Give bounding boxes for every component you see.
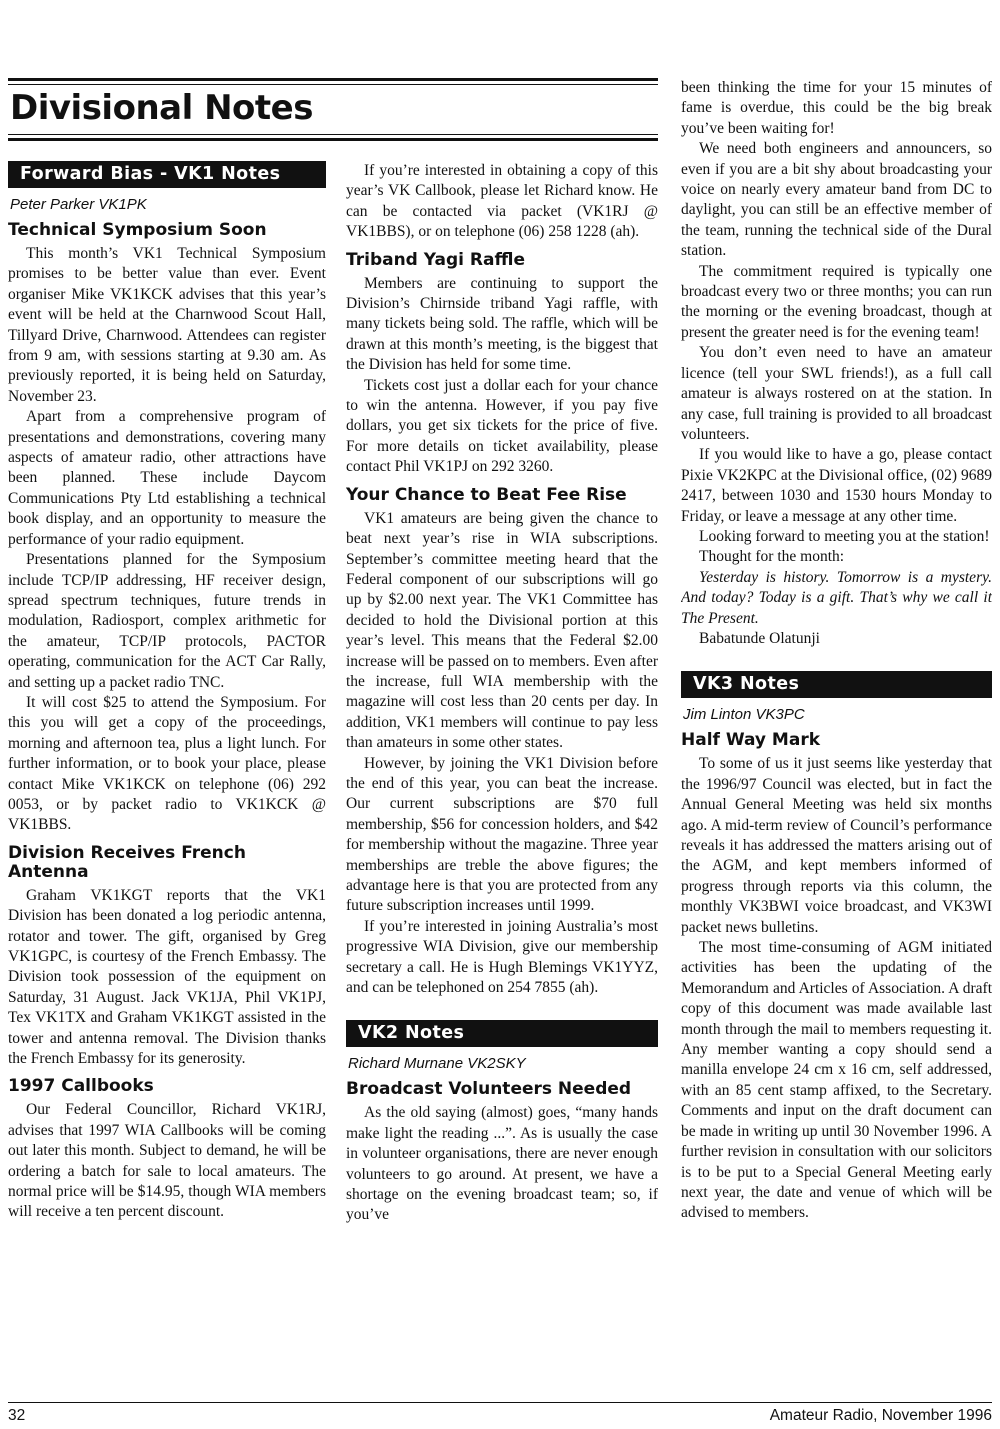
paragraph: Looking forward to meeting you at the station! — [699, 527, 990, 545]
quote: Yesterday is history. Tomorrow is a mystery. And today? Today is a gift. That’s why we call it The Present. — [681, 568, 992, 627]
vk2-byline: Richard Murnane VK2SKY — [348, 1055, 526, 1073]
heading-fee-rise: Your Chance to Beat Fee Rise — [346, 484, 627, 505]
title-rule-bottom-thick — [8, 138, 658, 141]
column-2 — [346, 161, 658, 1226]
paragraph: The commitment required is typically one broadcast every two or three months; you can run the morning or the evening broadcast, though at present the greater need is for the evening team! — [681, 262, 992, 341]
paragraph: It will cost $25 to attend the Symposium. For this you will get a copy of the proceedings, morning and afternoon tea, plus a light lunch. For further information, or to book your place, please contact Mike VK1KCK on telephone (06) 292 0053, or by packet radio to VK1KCK @ VK1BBS. — [8, 693, 326, 834]
paragraph: If you’re interested in joining Australia’s most progressive WIA Division, give our membership secretary a call. He is Hugh Blemings VK1YYZ, and can be telephoned on 254 7855 (ah). — [346, 917, 658, 997]
paragraph: You don’t even need to have an amateur licence (tell your SWL friends!), as a full call amateur is always rostered on at the station. In any case, full training is provided to all broadcast volunteers. — [681, 344, 992, 443]
quote-author: Babatunde Olatunji — [699, 629, 820, 647]
paragraph: However, by joining the VK1 Division before the end of this year, you can beat the increase. Our current subscriptions are $70 full membership, $56 for concession holders, and $42 for membership without the magazine. Three year memberships are treble the above figures; the advantage here is that you are protected from any future subscription increases until 1999. — [346, 754, 658, 915]
vk2-notes-banner: VK2 Notes — [346, 1020, 658, 1047]
heading-technical-symposium: Technical Symposium Soon — [8, 220, 267, 240]
paragraph: To some of us it just seems like yesterday that the 1996/97 Council was elected, but in fact the Annual General Meeting was held six months ago. A mid-term review of Council’s performance reveals it has addressed the matters arising out of the AGM, and kept members informed of progress through reports via this column, the monthly VK3BWI voice broadcast, and VK3WI packet news bulletins. — [681, 755, 992, 936]
column-3 — [681, 78, 992, 1224]
paragraph: Graham VK1KGT reports that the VK1 Division has been donated a log periodic antenna, rotator and tower. The gift, organised by Greg VK1GPC, is courtesy of the French Embassy. The Division took possession of the equipment on Saturday, 31 August. Jack VK1JA, Phil VK1PJ, Tex VK1TX and Graham VK1KGT assisted in the tower and antenna removal. The Division thanks the French Embassy for its generosity. — [8, 886, 326, 1068]
column-1 — [8, 161, 326, 1223]
paragraph: Apart from a comprehensive program of presentations and demonstrations, covering many aspects of amateur radio, other attractions have been planned. These include Daycom Communications Pty Ltd establishing a technical book display, and an opportunity to measure the performance of your radio equipment. — [8, 408, 326, 548]
page-number: 32 — [8, 1407, 26, 1424]
heading-1997-callbooks: 1997 Callbooks — [8, 1076, 154, 1097]
title-rule-bottom-thin — [8, 134, 658, 135]
vk3-notes-banner: VK3 Notes — [681, 671, 992, 698]
page-footer — [8, 1402, 992, 1425]
vk1-byline: Peter Parker VK1PK — [10, 196, 147, 213]
paragraph: If you’re interested in obtaining a copy of this year’s VK Callbook, please let Richard know. He can be contacted via packet (VK1RJ @ VK1BBS), or on telephone (06) 258 1228 (ah). — [346, 162, 658, 241]
publication-info: Amateur Radio, November 1996 — [769, 1407, 992, 1424]
paragraph: Tickets cost just a dollar each for your chance to win the antenna. However, if you pay five dollars, you get six tickets for the price of five. For more details on ticket availability, please contact Phil VK1PJ on 292 3260. — [346, 376, 658, 476]
heading-french-antenna: Division Receives French Antenna — [8, 842, 246, 882]
heading-half-way-mark: Half Way Mark — [681, 730, 821, 751]
paragraph: Our Federal Councillor, Richard VK1RJ, advises that 1997 WIA Callbooks will be coming out later this month. Subject to demand, he will be ordering a batch for sale to local amateurs. The normal price will be $14.95, though WIA members will receive a ten percent discount. — [8, 1101, 326, 1221]
heading-broadcast-volunteers: Broadcast Volunteers Needed — [346, 1079, 632, 1100]
vk3-byline: Jim Linton VK3PC — [683, 706, 805, 724]
vk1-notes-banner: Forward Bias - VK1 Notes — [8, 161, 326, 188]
paragraph: This month’s VK1 Technical Symposium promises to be better value than ever. Event organiser Mike VK1KCK advises that this year’s event will be held at the Charnwood Scout Hall, Tillyard Drive, Charnwood. Attendees can register from 9 am, with sessions starting at 9.30 am. As previously reported, it is being held on Saturday, November 23. — [8, 245, 326, 405]
title-rule-top-thin — [8, 84, 658, 85]
heading-triband-yagi-raffle: Triband Yagi Raffle — [346, 249, 525, 270]
paragraph: Thought for the month: — [699, 548, 845, 566]
paragraph: If you would like to have a go, please contact Pixie VK2KPC at the Divisional office, (02) 9689 2417, between 1030 and 1530 hours Monday to Friday, or leave a message at any other time. — [681, 446, 992, 525]
paragraph: been thinking the time for your 15 minutes of fame is overdue, this could be the big break you’ve been waiting for! — [681, 79, 992, 137]
paragraph: As the old saying (almost) goes, “many hands make light the reading ...”. As is usually the case in volunteer organisations, there are never enough volunteers to go around. At present, we have a shortage on the evening broadcast team; so, if you’ve — [346, 1104, 658, 1224]
paragraph: We need both engineers and announcers, so even if you are a bit shy about broadcasting your voice on nearly every amateur band from DC to daylight, you can still be an effective member of the team, running the technical side of the Dural station. — [681, 140, 992, 260]
page-title: Divisional Notes — [10, 88, 313, 128]
paragraph: The most time-consuming of AGM initiated activities has been the updating of the Memorandum and Articles of Association. A draft copy of this document was made available last month through the mail to members requesting it. Any member wanting a copy should send a manilla envelope 24 cm x 16 cm, self addressed, with an 85 cent stamp affixed, to the Secretary. Comments and input on the draft document can be made in writing up until 30 November 1996. A further revision in consultation with our solicitors is to be put to a Special General Meeting early next year, the date and venue of which will be advised to members. — [681, 939, 992, 1222]
paragraph: Members are continuing to support the Division’s Chirnside triband Yagi raffle, with many tickets being sold. The raffle, which will be drawn at this month’s meeting, is the biggest that the Division has held for some time. — [346, 274, 658, 374]
paragraph: Presentations planned for the Symposium include TCP/IP addressing, HF receiver design, spread spectrum techniques, future trends in modulation, Radiosport, complex arithmetic for the amateur, TCP/IP protocols, PACTOR operating, communication for the ACT Car Rally, and setting up a packet radio TNC. — [8, 551, 326, 691]
title-rule-top-thick — [8, 78, 658, 81]
paragraph: VK1 amateurs are being given the chance to beat next year’s rise in WIA subscriptions. September’s committee meeting heard that the Federal component of our subscriptions will go up by $2.00 next year. The VK1 Committee has decided to hold the Divisional portion at this year’s level. This means that the Federal $2.00 increase will be passed on to members. Even after the increase, full WIA membership with the magazine will cost less than 20 cents per day. In addition, VK1 members will continue to pay less than amateurs in some other states. — [346, 509, 658, 752]
